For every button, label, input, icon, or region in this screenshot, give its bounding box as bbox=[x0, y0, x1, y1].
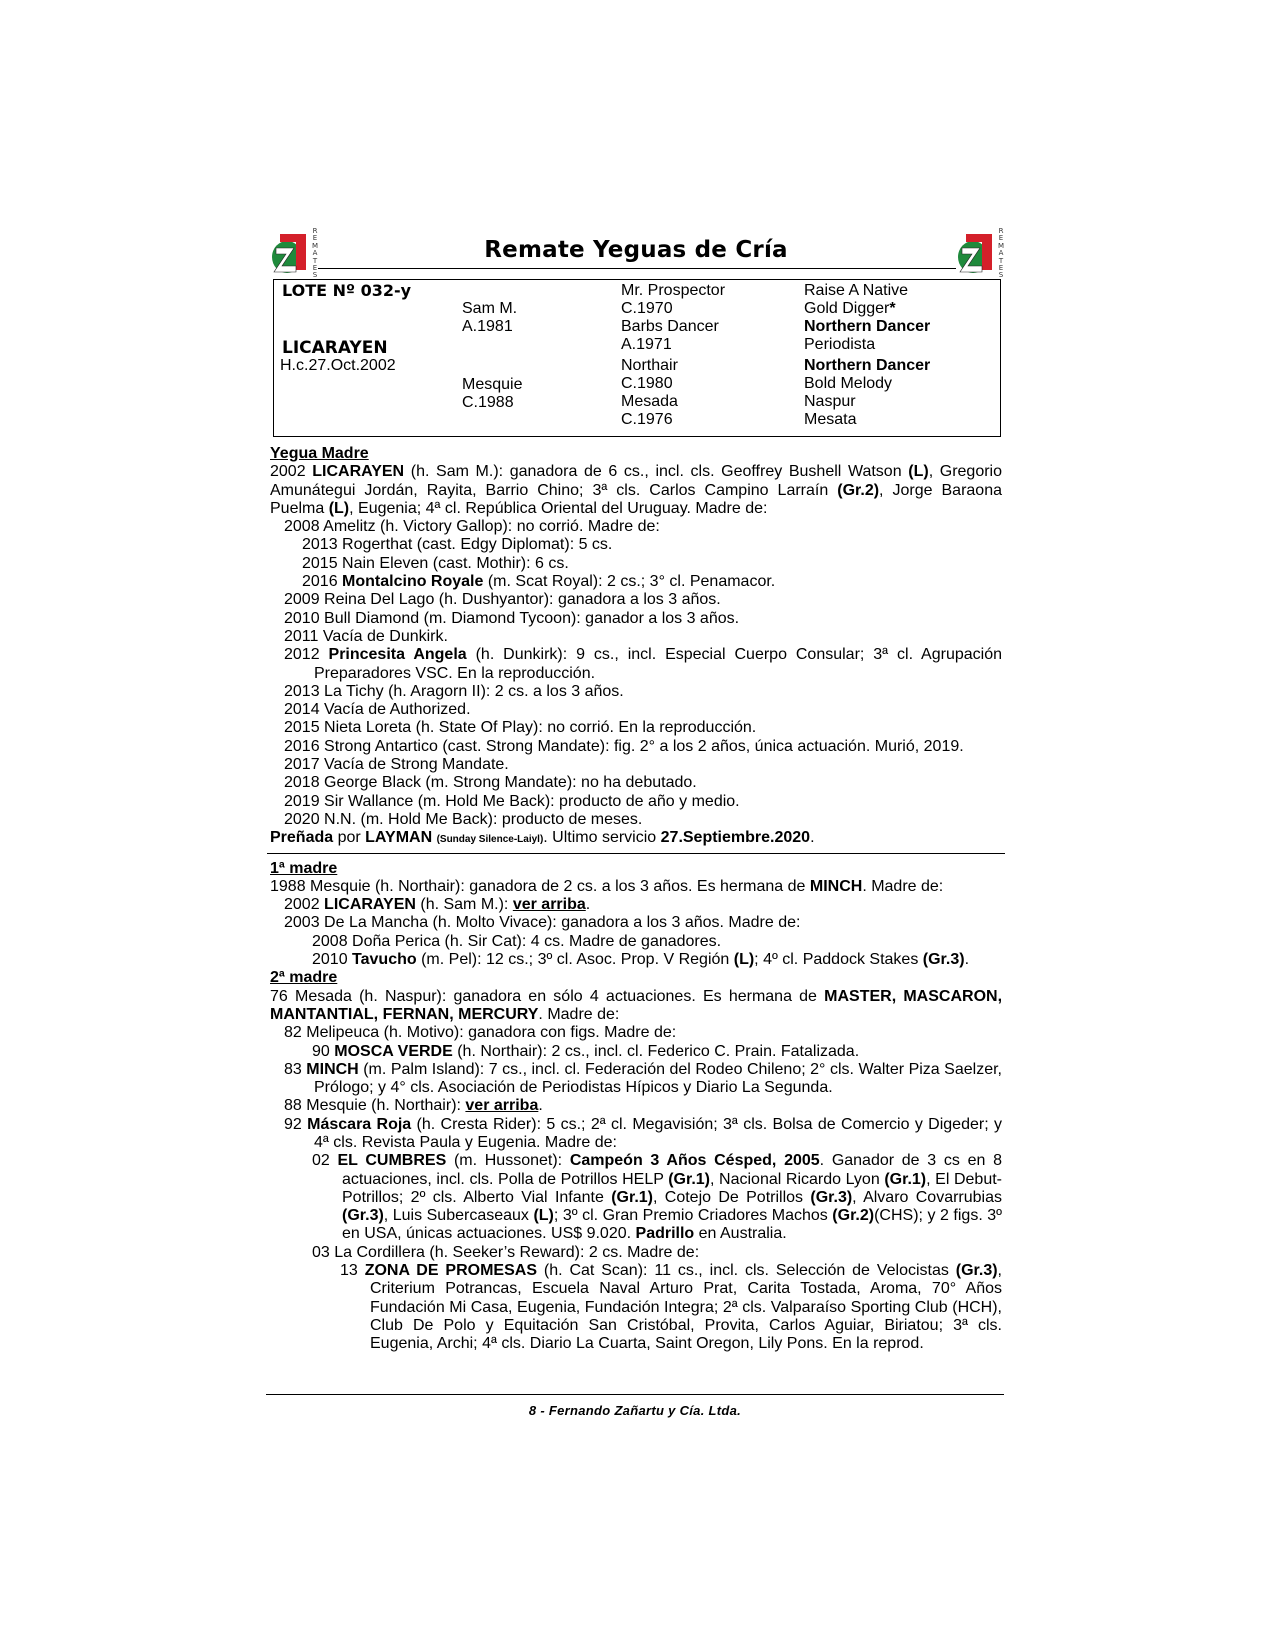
text: , Nacional Ricardo Lyon bbox=[710, 1170, 885, 1188]
text: , Cotejo De Potrillos bbox=[653, 1188, 811, 1206]
sire-name: Sam M. bbox=[462, 300, 518, 317]
list-item bbox=[270, 1262, 1002, 1353]
list-item: 2010 Bull Diamond (m. Diamond Tycoon): ganador a los 3 años. bbox=[284, 609, 740, 627]
text: 92 bbox=[284, 1115, 308, 1133]
bold-text: Padrillo bbox=[635, 1225, 695, 1243]
text: 2002 bbox=[270, 463, 313, 481]
section-title: Yegua Madre bbox=[270, 445, 369, 462]
page-title: Remate Yeguas de Cría bbox=[484, 237, 788, 263]
bold-text: (Gr.1) bbox=[884, 1170, 927, 1188]
pedigree-g3: Bold Melody bbox=[804, 375, 893, 392]
list-item: 2015 Nieta Loreta (h. State Of Play): no corrió. En la reproducción. bbox=[284, 719, 757, 737]
dam-name: Mesquie bbox=[462, 376, 523, 393]
pedigree-g2: Barbs Dancer bbox=[621, 318, 719, 335]
text: 2002 bbox=[284, 896, 325, 914]
list-item bbox=[270, 646, 1002, 683]
text: (h. Cresta Rider): 5 cs.; 2ª cl. Megavisión; 3ª cls. Bolsa de Comercio y Digeder; y 4ª cls. Revista Paula y Eugenia. Madre de: bbox=[314, 1115, 1002, 1151]
horse-name: LICARAYEN bbox=[282, 338, 388, 358]
list-item: 2018 George Black (m. Strong Mandate): no ha debutado. bbox=[284, 774, 697, 792]
text: (h. Cat Scan): 11 cs., incl. cls. Selección de Velocistas bbox=[537, 1262, 956, 1280]
bold-text: Montalcino Royale bbox=[342, 573, 484, 591]
text: (m. Palm Island): 7 cs., incl. cl. Federación del Rodeo Chileno; 2° cls. Walter Piza Saelzer, Prólogo; y 4° cls. Asociación de Periodistas Hípicos y Diario La Segunda. bbox=[314, 1060, 1002, 1097]
bold-text: (Gr.1) bbox=[668, 1170, 711, 1188]
section-divider bbox=[267, 853, 1005, 854]
pedigree-g3: Northern Dancer bbox=[804, 318, 931, 335]
footer-divider bbox=[266, 1394, 1004, 1395]
list-item bbox=[270, 573, 1002, 591]
horse-birth: H.c.27.Oct.2002 bbox=[280, 357, 396, 374]
pedigree-g2: Mesada bbox=[621, 393, 678, 410]
text: . bbox=[538, 1097, 543, 1115]
bold-text: Preñada bbox=[270, 829, 334, 847]
list-item: 2017 Vacía de Strong Mandate. bbox=[284, 756, 509, 774]
text: , Criterium Potrancas, Escuela Naval Arturo Prat, Carita Tostada, Aroma, 70° Años Fundación Mi Casa, Eugenia, Fundación Integra; 2ª cls. Valparaíso Sporting Club (HCH), Club De Polo y Equitación San Cristóbal, Provita, Carlos Aguiar, Biriatou; 3ª cls. Eugenia, Archi; 4ª cls. Diario La Cuarta, Saint Oregon, Lily Pons. En la reprod. bbox=[370, 1262, 1002, 1353]
list-item: 2009 Reina Del Lago (h. Dushyantor): ganadora a los 3 años. bbox=[284, 591, 721, 609]
pedigree-g2: C.1976 bbox=[621, 411, 673, 428]
text: ; 4º cl. Paddock Stakes bbox=[754, 951, 923, 969]
title-underline bbox=[318, 268, 956, 269]
bold-text: Campeón 3 Años Césped, 2005 bbox=[569, 1152, 820, 1170]
text: , Luis Subercaseaux bbox=[383, 1207, 534, 1225]
list-item: 2019 Sir Wallance (m. Hold Me Back): producto de año y medio. bbox=[284, 792, 740, 810]
list-item bbox=[270, 896, 1002, 914]
text: (h. Northair): 2 cs., incl. cl. Federico C. Prain. Fatalizada. bbox=[452, 1042, 860, 1060]
bold-text: 27.Septiembre.2020 bbox=[660, 829, 811, 847]
pedigree-g2: C.1980 bbox=[621, 375, 673, 392]
paragraph bbox=[270, 988, 1002, 1025]
bold-text: Máscara Roja bbox=[307, 1115, 412, 1133]
bold-text: MOSCA VERDE bbox=[334, 1042, 453, 1060]
text: , Alvaro Covarrubias bbox=[852, 1188, 1002, 1206]
page-footer: 8 - Fernando Zañartu y Cía. Ltda. bbox=[528, 1403, 742, 1418]
pedigree-g3: Periodista bbox=[804, 336, 876, 353]
page-header bbox=[270, 227, 1005, 280]
list-item bbox=[270, 1097, 1002, 1115]
dam-info: C.1988 bbox=[462, 394, 514, 411]
text: . Madre de: bbox=[538, 1005, 620, 1023]
text: por bbox=[333, 829, 366, 847]
pedigree-g2: C.1970 bbox=[621, 300, 673, 317]
bold-text: (Gr.3) bbox=[955, 1262, 998, 1280]
text: . bbox=[585, 896, 591, 914]
paragraph bbox=[270, 463, 1002, 518]
catalog-page bbox=[270, 227, 1005, 1354]
logo-mark bbox=[956, 228, 996, 278]
bold-text: LICARAYEN bbox=[312, 463, 405, 481]
sire-pedigree-note: (Sunday Silence-Laiyl) bbox=[436, 834, 544, 846]
text: 2010 bbox=[312, 951, 353, 969]
text: 83 bbox=[284, 1060, 307, 1078]
text: (h. Sam M.): bbox=[415, 896, 513, 914]
pedigree-g3-star: * bbox=[889, 300, 896, 317]
pregnancy-note bbox=[270, 829, 1002, 849]
bold-text: (Gr.2) bbox=[837, 481, 880, 499]
bold-text: (L) bbox=[733, 951, 755, 969]
text: (m. Scat Royal): 2 cs.; 3° cl. Penamacor. bbox=[483, 573, 776, 591]
logo-vertical-text: R E M A T E S bbox=[997, 227, 1005, 280]
section-title: 1ª madre bbox=[270, 859, 338, 877]
list-item: 2008 Amelitz (h. Victory Gallop): no corrió. Madre de: bbox=[284, 518, 660, 536]
pedigree-g2: Northair bbox=[621, 357, 678, 374]
list-item: 2013 La Tichy (h. Aragorn II): 2 cs. a los 3 años. bbox=[284, 682, 624, 700]
bold-text: MINCH bbox=[809, 877, 863, 895]
list-item: 03 La Cordillera (h. Seeker’s Reward): 2 cs. Madre de: bbox=[312, 1243, 700, 1261]
text: (h. Sam M.): ganadora de 6 cs., incl. cls. Geoffrey Bushell Watson bbox=[404, 463, 909, 481]
logo-vertical-text: R E M A T E S bbox=[311, 227, 319, 280]
list-item: 2008 Doña Perica (h. Sir Cat): 4 cs. Madre de ganadores. bbox=[312, 932, 722, 950]
list-item: 2016 Strong Antartico (cast. Strong Mandate): fig. 2° a los 2 años, única actuación. Murió, 2019. bbox=[284, 737, 964, 755]
lote-number: LOTE Nº 032-y bbox=[282, 281, 412, 300]
sire-info: A.1981 bbox=[462, 318, 513, 335]
text: (CHS); y 2 figs. 3º en USA, únicas actuaciones. US$ 9.020. bbox=[342, 1207, 1003, 1243]
bold-text: (Gr.3) bbox=[922, 951, 965, 969]
list-item bbox=[270, 1116, 1002, 1153]
text: 76 Mesada (h. Naspur): ganadora en sólo 4 actuaciones. Es hermana de bbox=[270, 987, 825, 1005]
bold-text: MINCH bbox=[306, 1060, 359, 1078]
pedigree-g3: Northern Dancer bbox=[804, 357, 931, 374]
see-above-link[interactable]: ver arriba bbox=[465, 1097, 539, 1115]
text: 90 bbox=[312, 1042, 335, 1060]
pedigree-g2: Mr. Prospector bbox=[621, 282, 726, 299]
bold-text: LICARAYEN bbox=[324, 896, 416, 914]
text: . bbox=[964, 951, 970, 969]
bold-text: (Gr.3) bbox=[810, 1188, 853, 1206]
list-item bbox=[270, 1043, 1002, 1061]
see-above-link[interactable]: ver arriba bbox=[512, 896, 586, 914]
bold-text: ZONA DE PROMESAS bbox=[364, 1262, 537, 1280]
bold-text: EL CUMBRES bbox=[337, 1152, 447, 1170]
bold-text: LAYMAN bbox=[365, 829, 433, 847]
text: . Madre de: bbox=[862, 877, 944, 895]
text: (m. Hussonet): bbox=[446, 1152, 570, 1170]
pedigree-g2: A.1971 bbox=[621, 336, 672, 353]
bold-text: (Gr.2) bbox=[832, 1207, 875, 1225]
lot-description bbox=[270, 445, 1002, 1354]
text: , El Debut-Potrillos; 2º cls. Alberto Vial Infante bbox=[342, 1170, 1003, 1206]
bold-text: Princesita Angela bbox=[328, 646, 467, 664]
text: 1988 Mesquie (h. Northair): ganadora de 2 cs. a los 3 años. Es hermana de bbox=[270, 877, 810, 895]
list-item bbox=[270, 951, 1002, 969]
text: ; 3º cl. Gran Premio Criadores Machos bbox=[553, 1207, 833, 1225]
text: , Gregorio Amunátegui Jordán, Rayita, Barrio Chino; 3ª cls. Carlos Campino Larraín bbox=[270, 463, 1003, 499]
pedigree-g3: Naspur bbox=[804, 393, 856, 410]
list-item: 2003 De La Mancha (h. Molto Vivace): ganadora a los 3 años. Madre de: bbox=[284, 914, 801, 932]
text: en Australia. bbox=[694, 1225, 787, 1243]
list-item: 2015 Nain Eleven (cast. Mothir): 6 cs. bbox=[302, 554, 569, 572]
text: . Ultimo servicio bbox=[543, 829, 661, 847]
text: 88 Mesquie (h. Northair): bbox=[284, 1097, 466, 1115]
list-item: 82 Melipeuca (h. Motivo): ganadora con figs. Madre de: bbox=[284, 1024, 677, 1042]
list-item bbox=[270, 1061, 1002, 1098]
pedigree-g3: Raise A Native bbox=[804, 282, 909, 299]
bold-text: (L) bbox=[533, 1207, 554, 1225]
bold-text: (L) bbox=[908, 463, 929, 481]
text: . Ganador de 3 cs en 8 actuaciones, incl. cls. Polla de Potrillos HELP bbox=[342, 1152, 1002, 1188]
pedigree-g3: Mesata bbox=[804, 411, 857, 428]
text: (m. Pel): 12 cs.; 3º cl. Asoc. Prop. V Región bbox=[416, 951, 734, 969]
bold-text: (L) bbox=[328, 499, 350, 517]
paragraph bbox=[270, 878, 1002, 896]
bold-text: (Gr.3) bbox=[342, 1207, 384, 1225]
list-item: 2011 Vacía de Dunkirk. bbox=[284, 627, 448, 645]
text: (h. Dunkirk): 9 cs., incl. Especial Cuerpo Consular; 3ª cl. Agrupación Preparadores VSC. En la reproducción. bbox=[314, 646, 1002, 682]
text: , Jorge Baraona Puelma bbox=[270, 481, 1003, 517]
bold-text: Tavucho bbox=[352, 951, 417, 969]
list-item: 2014 Vacía de Authorized. bbox=[284, 701, 471, 719]
list-item: 2020 N.N. (m. Hold Me Back): producto de meses. bbox=[284, 810, 643, 828]
list-item bbox=[270, 1152, 1002, 1243]
text: 02 bbox=[312, 1152, 338, 1170]
bold-text: MASTER, MASCARON, MANTANTIAL, FERNAN, MERCURY bbox=[270, 987, 1003, 1023]
pedigree-g3 bbox=[804, 300, 896, 318]
bold-text: (Gr.1) bbox=[611, 1188, 653, 1206]
text: . bbox=[810, 829, 815, 847]
pedigree-g3-name: Gold Digger bbox=[804, 300, 890, 317]
pedigree-table bbox=[273, 279, 1001, 437]
remates-logo-right bbox=[956, 228, 1006, 278]
text: , Eugenia; 4ª cl. República Oriental del Uruguay. Madre de: bbox=[349, 499, 768, 517]
text: 2016 bbox=[302, 573, 343, 591]
text: 13 bbox=[340, 1262, 365, 1280]
text: 2012 bbox=[284, 646, 329, 664]
section-title: 2ª madre bbox=[270, 969, 338, 987]
list-item: 2013 Rogerthat (cast. Edgy Diplomat): 5 cs. bbox=[302, 536, 613, 554]
